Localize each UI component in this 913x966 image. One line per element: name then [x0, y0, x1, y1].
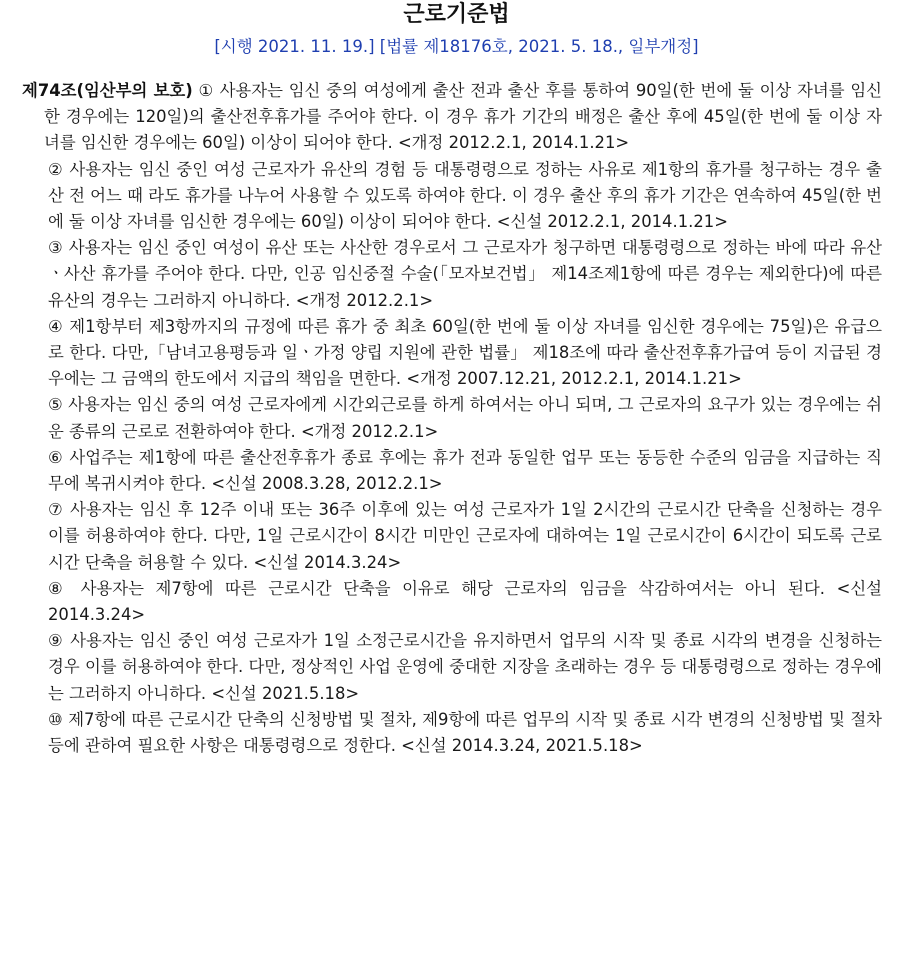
paragraph-7 — [22, 497, 882, 576]
paragraph-8 — [22, 576, 882, 628]
paragraph-text: ⑩ 제7항에 따른 근로시간 단축의 신청방법 및 절차, 제9항에 따른 업무의 시작 및 종료 시각 변경의 신청방법 및 절차 등에 관하여 필요한 사항은 대통령령으로 정한다. — [48, 709, 882, 756]
amendment-note: <개정 2012.2.1> — [295, 290, 434, 310]
amendment-note: <신설 2008.3.28, 2012.2.1> — [211, 474, 443, 494]
article-heading: 제74조(임산부의 보호) — [22, 81, 193, 100]
paragraph-1 — [22, 78, 882, 157]
amendment-note: <개정 2012.2.1> — [300, 421, 439, 441]
paragraph-text: ① 사용자는 임신 중의 여성에게 출산 전과 출산 후를 통하여 90일(한 번에 둘 이상 자녀를 임신한 경우에는 120일)의 출산전후휴가를 주어야 한다. 이 경우 휴가 기간의 배정은 출산 후에 45일(한 번에 둘 이상 자녀를 임신한 경우에는 60일) 이상이 되어야 한다. — [44, 81, 883, 153]
paragraph-9 — [22, 628, 882, 707]
paragraph-text: ② 사용자는 임신 중인 여성 근로자가 유산의 경험 등 대통령령으로 정하는 사유로 제1항의 휴가를 청구하는 경우 출산 전 어느 때 라도 휴가를 나누어 사용할 수 있도록 하여야 한다. 이 경우 출산 후의 휴가 기간은 연속하여 45일(한 번에 둘 이상 자녀를 임신한 경우에는 60일) 이상이 되어야 한다. — [48, 159, 882, 232]
amendment-note: <신설 2014.3.24> — [253, 552, 402, 572]
amendment-note: <신설 2014.3.24> — [48, 578, 882, 625]
amendment-note: <개정 2012.2.1, 2014.1.21> — [397, 133, 630, 153]
paragraph-text: ⑧ 사용자는 제7항에 따른 근로시간 단축을 이유로 해당 근로자의 임금을 삭감하여서는 아니 된다. — [48, 578, 826, 598]
paragraph-text: ⑤ 사용자는 임신 중의 여성 근로자에게 시간외근로를 하게 하여서는 아니 되며, 그 근로자의 요구가 있는 경우에는 쉬운 종류의 근로로 전환하여야 한다. — [48, 395, 882, 441]
paragraph-2 — [22, 157, 882, 236]
paragraph-3 — [22, 235, 882, 314]
amendment-note: <신설 2014.3.24, 2021.5.18> — [401, 736, 643, 756]
paragraph-text: ⑦ 사용자는 임신 후 12주 이내 또는 36주 이후에 있는 여성 근로자가 1일 2시간의 근로시간 단축을 신청하는 경우 이를 허용하여야 한다. 다만, 1일 근로시간이 8시간 미만인 근로자에 대하여는 1일 근로시간이 6시간이 되도록 근로시간 단축을 허용할 수 있다. — [48, 500, 882, 572]
paragraph-text: ⑥ 사업주는 제1항에 따른 출산전후휴가 종료 후에는 휴가 전과 동일한 업무 또는 동등한 수준의 임금을 지급하는 직무에 복귀시켜야 한다. — [48, 447, 882, 494]
paragraph-text: ⑨ 사용자는 임신 중인 여성 근로자가 1일 소정근로시간을 유지하면서 업무의 시작 및 종료 시각의 변경을 신청하는 경우 이를 허용하여야 한다. 다만, 정상적인 사업 운영에 중대한 지장을 초래하는 경우 등 대통령령으로 정하는 경우에는 그러하지 아니하다. — [48, 631, 882, 703]
amendment-note: <신설 2012.2.1, 2014.1.21> — [496, 212, 728, 232]
paragraph-text: ③ 사용자는 임신 중인 여성이 유산 또는 사산한 경우로서 그 근로자가 청구하면 대통령령으로 정하는 바에 따라 유산ㆍ사산 휴가를 주어야 한다. 다만, 인공 임신중절 수술(「모자보건법」 제14조제1항에 따른 경우는 제외한다)에 따른 유산의 경우는 그러하지 아니하다. — [48, 238, 882, 310]
paragraph-6 — [22, 445, 882, 497]
amendment-note: <개정 2007.12.21, 2012.2.1, 2014.1.21> — [406, 369, 742, 389]
article-74 — [22, 78, 882, 759]
paragraph-10 — [22, 707, 882, 759]
amendment-note: <신설 2021.5.18> — [211, 683, 360, 703]
law-title: 근로기준법 — [403, 2, 510, 27]
paragraph-4 — [22, 314, 882, 393]
law-enforcement-info: [시행 2021. 11. 19.] [법률 제18176호, 2021. 5. 18., 일부개정] — [214, 37, 699, 56]
paragraph-5 — [22, 392, 882, 444]
paragraph-text: ④ 제1항부터 제3항까지의 규정에 따른 휴가 중 최초 60일(한 번에 둘 이상 자녀를 임신한 경우에는 75일)은 유급으로 한다. 다만,「남녀고용평등과 일ㆍ가정 양립 지원에 관한 법률」 제18조에 따라 출산전후휴가급여 등이 지급된 경우에는 그 금액의 한도에서 지급의 책임을 면한다. — [48, 316, 882, 389]
